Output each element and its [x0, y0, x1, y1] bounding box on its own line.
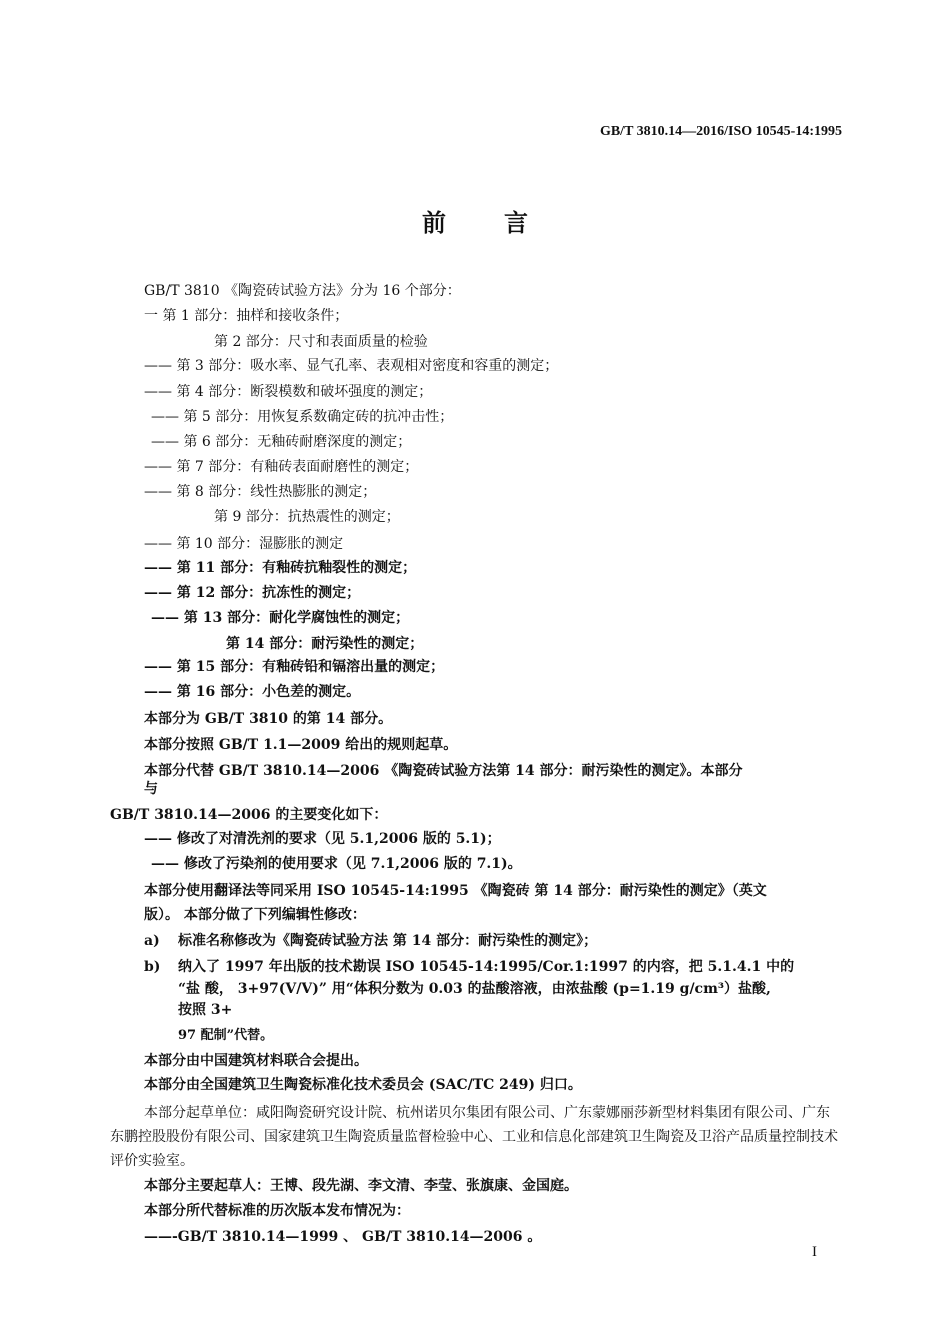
part-item-4: —— 第 4 部分：断裂模数和破坏强度的测定； — [144, 384, 433, 400]
drafting-units-paragraph: 本部分起草单位：咸阳陶瓷研究设计院、杭州诺贝尔集团有限公司、广东蒙娜丽莎新型材料集团有限公司、广东东鹏控股股份有限公司、国家建筑卫生陶瓷质量监督检验中心、工业和信息化部建筑卫生陶瓷及卫浴产品质量控制技术评价实验室。 — [110, 1105, 838, 1169]
body-line-main-changes: GB/T 3810.14—2006 的主要变化如下： — [110, 807, 388, 823]
part-item-6: —— 第 6 部分：无釉砖耐磨深度的测定； — [151, 434, 412, 450]
part-item-10: —— 第 10 部分：湿膨胀的测定 — [144, 536, 344, 552]
part-item-16: —— 第 16 部分：小色差的测定。 — [144, 684, 361, 700]
body-line-centralized-by: 本部分由全国建筑卫生陶瓷标准化技术委员会 (SAC/TC 249) 归口。 — [144, 1077, 582, 1093]
part-item-1: 一 第 1 部分：抽样和接收条件； — [144, 308, 349, 324]
part-item-12: —— 第 12 部分：抗冻性的测定； — [144, 585, 361, 601]
body-line-history-intro: 本部分所代替标准的历次版本发布情况为： — [144, 1203, 410, 1219]
part-item-14: 第 14 部分：耐污染性的测定； — [226, 636, 424, 652]
page-title: 前言 — [422, 208, 586, 237]
part-item-5: —— 第 5 部分：用恢复系数确定砖的抗冲击性； — [151, 409, 454, 425]
change-item-1: —— 修改了对清洗剂的要求（见 5.1,2006 版的 5.1)； — [144, 831, 501, 847]
page-number: I — [812, 1244, 817, 1260]
body-line-history: ——-GB/T 3810.14—1999 、 GB/T 3810.14—2006 。 — [144, 1229, 542, 1245]
change-item-2: —— 修改了污染剂的使用要求（见 7.1,2006 版的 7.1)。 — [151, 856, 522, 872]
body-line-replaces: 本部分代替 GB/T 3810.14—2006 《陶瓷砖试验方法第 14 部分：耐污染性的测定》。本部分 — [144, 763, 743, 779]
part-item-11: —— 第 11 部分：有釉砖抗釉裂性的测定； — [144, 560, 417, 576]
list-label-a: a) — [144, 933, 160, 949]
list-item-b-line1: 纳入了 1997 年出版的技术勘误 ISO 10545-14:1995/Cor.1:1997 的内容，把 5.1.4.1 中的 — [178, 959, 795, 975]
part-item-13: —— 第 13 部分：耐化学腐蚀性的测定； — [151, 610, 410, 626]
parts-intro: GB/T 3810 《陶瓷砖试验方法》分为 16 个部分： — [144, 283, 461, 299]
part-item-2: 第 2 部分：尺寸和表面质量的检验 — [214, 334, 428, 350]
part-item-8: —— 第 8 部分：线性热膨胀的测定； — [144, 484, 377, 500]
list-item-b-line2: “盐 酸， 3+97(V/V)” 用“体积分数为 0.03 的盐酸溶液，由浓盐酸 (p=1.19 g/cm³）盐酸, — [178, 981, 771, 997]
body-line-drafters: 本部分主要起草人：王博、段先湖、李文清、李莹、张旗康、金国庭。 — [144, 1178, 578, 1194]
list-item-a: 标准名称修改为《陶瓷砖试验方法 第 14 部分：耐污染性的测定》； — [178, 933, 598, 949]
body-line-proposed-by: 本部分由中国建筑材料联合会提出。 — [144, 1053, 368, 1069]
list-item-b-line3: 按照 3+ — [178, 1002, 233, 1018]
list-item-b-line4: 97 配制”代替。 — [178, 1028, 274, 1043]
body-line-iso-adoption-cont: 版）。 本部分做了下列编辑性修改： — [144, 907, 366, 923]
body-line-drafting-rules: 本部分按照 GB/T 1.1—2009 给出的规则起草。 — [144, 737, 458, 753]
list-label-b: b) — [144, 959, 161, 975]
part-item-15: —— 第 15 部分：有釉砖铅和镉溶出量的测定； — [144, 659, 445, 675]
part-item-7: —— 第 7 部分：有釉砖表面耐磨性的测定； — [144, 459, 419, 475]
part-item-3: —— 第 3 部分：吸水率、显气孔率、表观相对密度和容重的测定； — [144, 358, 559, 374]
standard-number-header: GB/T 3810.14—2016/ISO 10545-14:1995 — [599, 124, 842, 139]
part-item-9: 第 9 部分：抗热震性的测定； — [214, 509, 400, 525]
body-line-iso-adoption: 本部分使用翻译法等同采用 ISO 10545-14:1995 《陶瓷砖 第 14 部分：耐污染性的测定》（英文 — [144, 883, 767, 899]
body-line-part-number: 本部分为 GB/T 3810 的第 14 部分。 — [144, 711, 393, 727]
body-line-replaces-cont: 与 — [144, 781, 158, 797]
